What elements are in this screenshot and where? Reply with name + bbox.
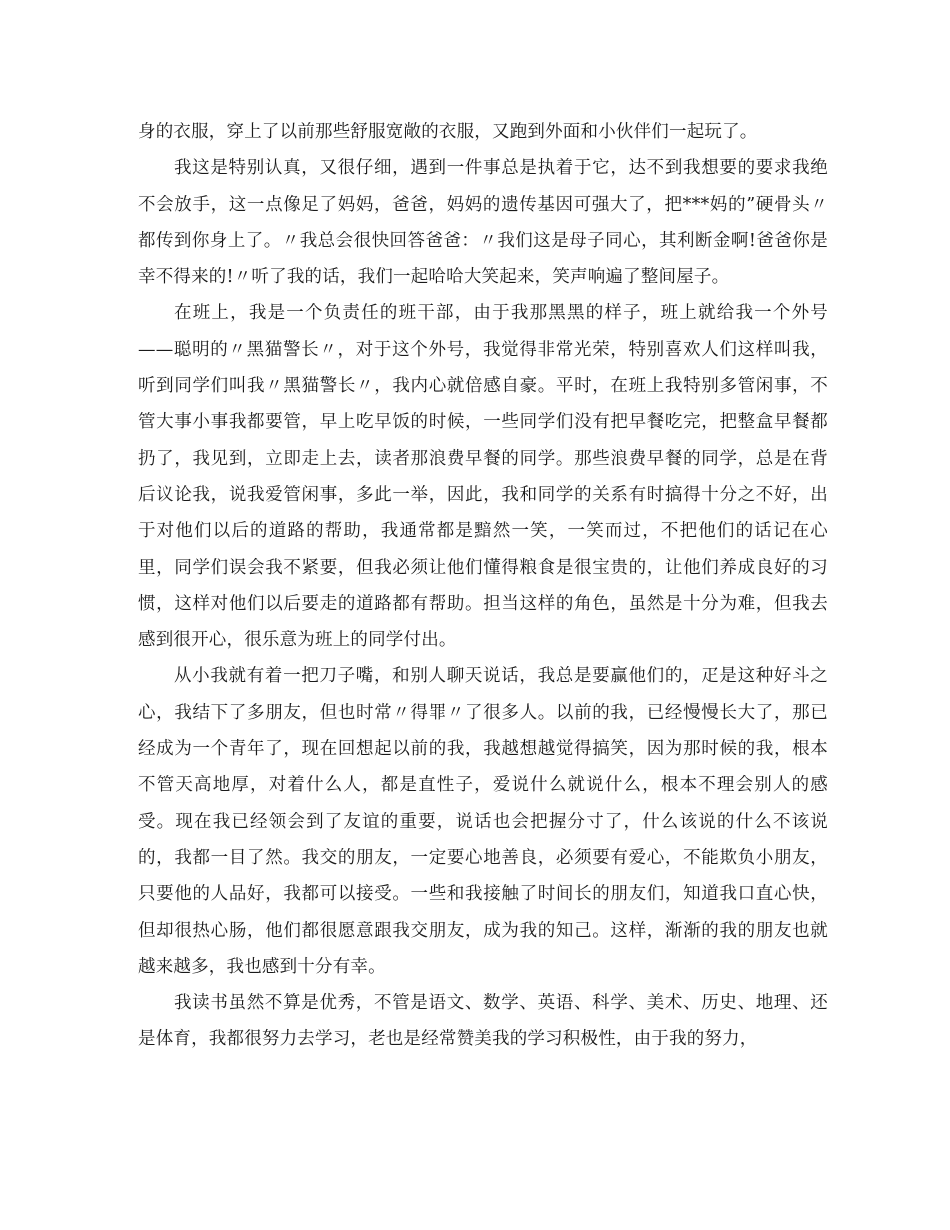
paragraph: 从小我就有着一把刀子嘴，和别人聊天说话，我总是要赢他们的，疋是这种好斗之心，我结下了多朋友，但也时常〃得罪〃了很多人。以前的我，已经慢慢长大了，那已经成为一个青年了，现在回想起以前的我，我越想越觉得搞笑，因为那时候的我，根本不管天高地厚，对着什么人，都是直性子，爱说什么就说什么，根本不理会别人的感受。现在我已经领会到了友谊的重要，说话也会把握分寸了，什么该说的什么不该说的，我都一目了然。我交的朋友，一定要心地善良，必须要有爱心，不能欺负小朋友，只要他的人品好，我都可以接受。一些和我接触了时间长的朋友们，知道我口直心快，但却很热心肠，他们都很愿意跟我交朋友，成为我的知己。这样，渐渐的我的朋友也就越来越多，我也感到十分有幸。 [138,666,828,977]
document-body [138,114,828,1058]
paragraph: 在班上，我是一个负责任的班干部，由于我那黑黑的样子，班上就给我一个外号——聪明的〃黑猫警长〃，对于这个外号，我觉得非常光荣，特别喜欢人们这样叫我，听到同学们叫我〃黑猫警长〃，我内心就倍感自豪。平时，在班上我特别多管闲事，不管大事小事我都要管，早上吃早饭的时候，一些同学们没有把早餐吃完，把整盒早餐都扔了，我见到，立即走上去，读者那浪费早餐的同学。那些浪费早餐的同学，总是在背后议论我，说我爱管闲事，多此一举，因此，我和同学的关系有时搞得十分之不好，出于对他们以后的道路的帮助，我通常都是黯然一笑，一笑而过，不把他们的话记在心里，同学们误会我不紧要，但我必须让他们懂得粮食是很宝贵的，让他们养成良好的习惯，这样对他们以后要走的道路都有帮助。担当这样的角色，虽然是十分为难，但我去感到很开心，很乐意为班上的同学付出。 [138,303,828,651]
paragraph: 身的衣服，穿上了以前那些舒服宽敞的衣服，又跑到外面和小伙伴们一起玩了。 [138,122,758,142]
paragraph: 我这是特别认真，又很仔细，遇到一件事总是执着于它，达不到我想要的要求我绝不会放手，这一点像足了妈妈，爸爸，妈妈的遗传基因可强大了，把***妈的”硬骨头〃都传到你身上了。〃我总会很快回答爸爸：〃我们这是母子同心，其利断金啊!爸爸你是幸不得来的!〃听了我的话，我们一起哈哈大笑起来，笑声响遍了整间屋子。 [138,158,828,288]
paragraph: 我读书虽然不算是优秀，不管是语文、数学、英语、科学、美术、历史、地理、还是体育，我都很努力去学习，老也是经常赞美我的学习积极性，由于我的努力， [138,993,828,1050]
